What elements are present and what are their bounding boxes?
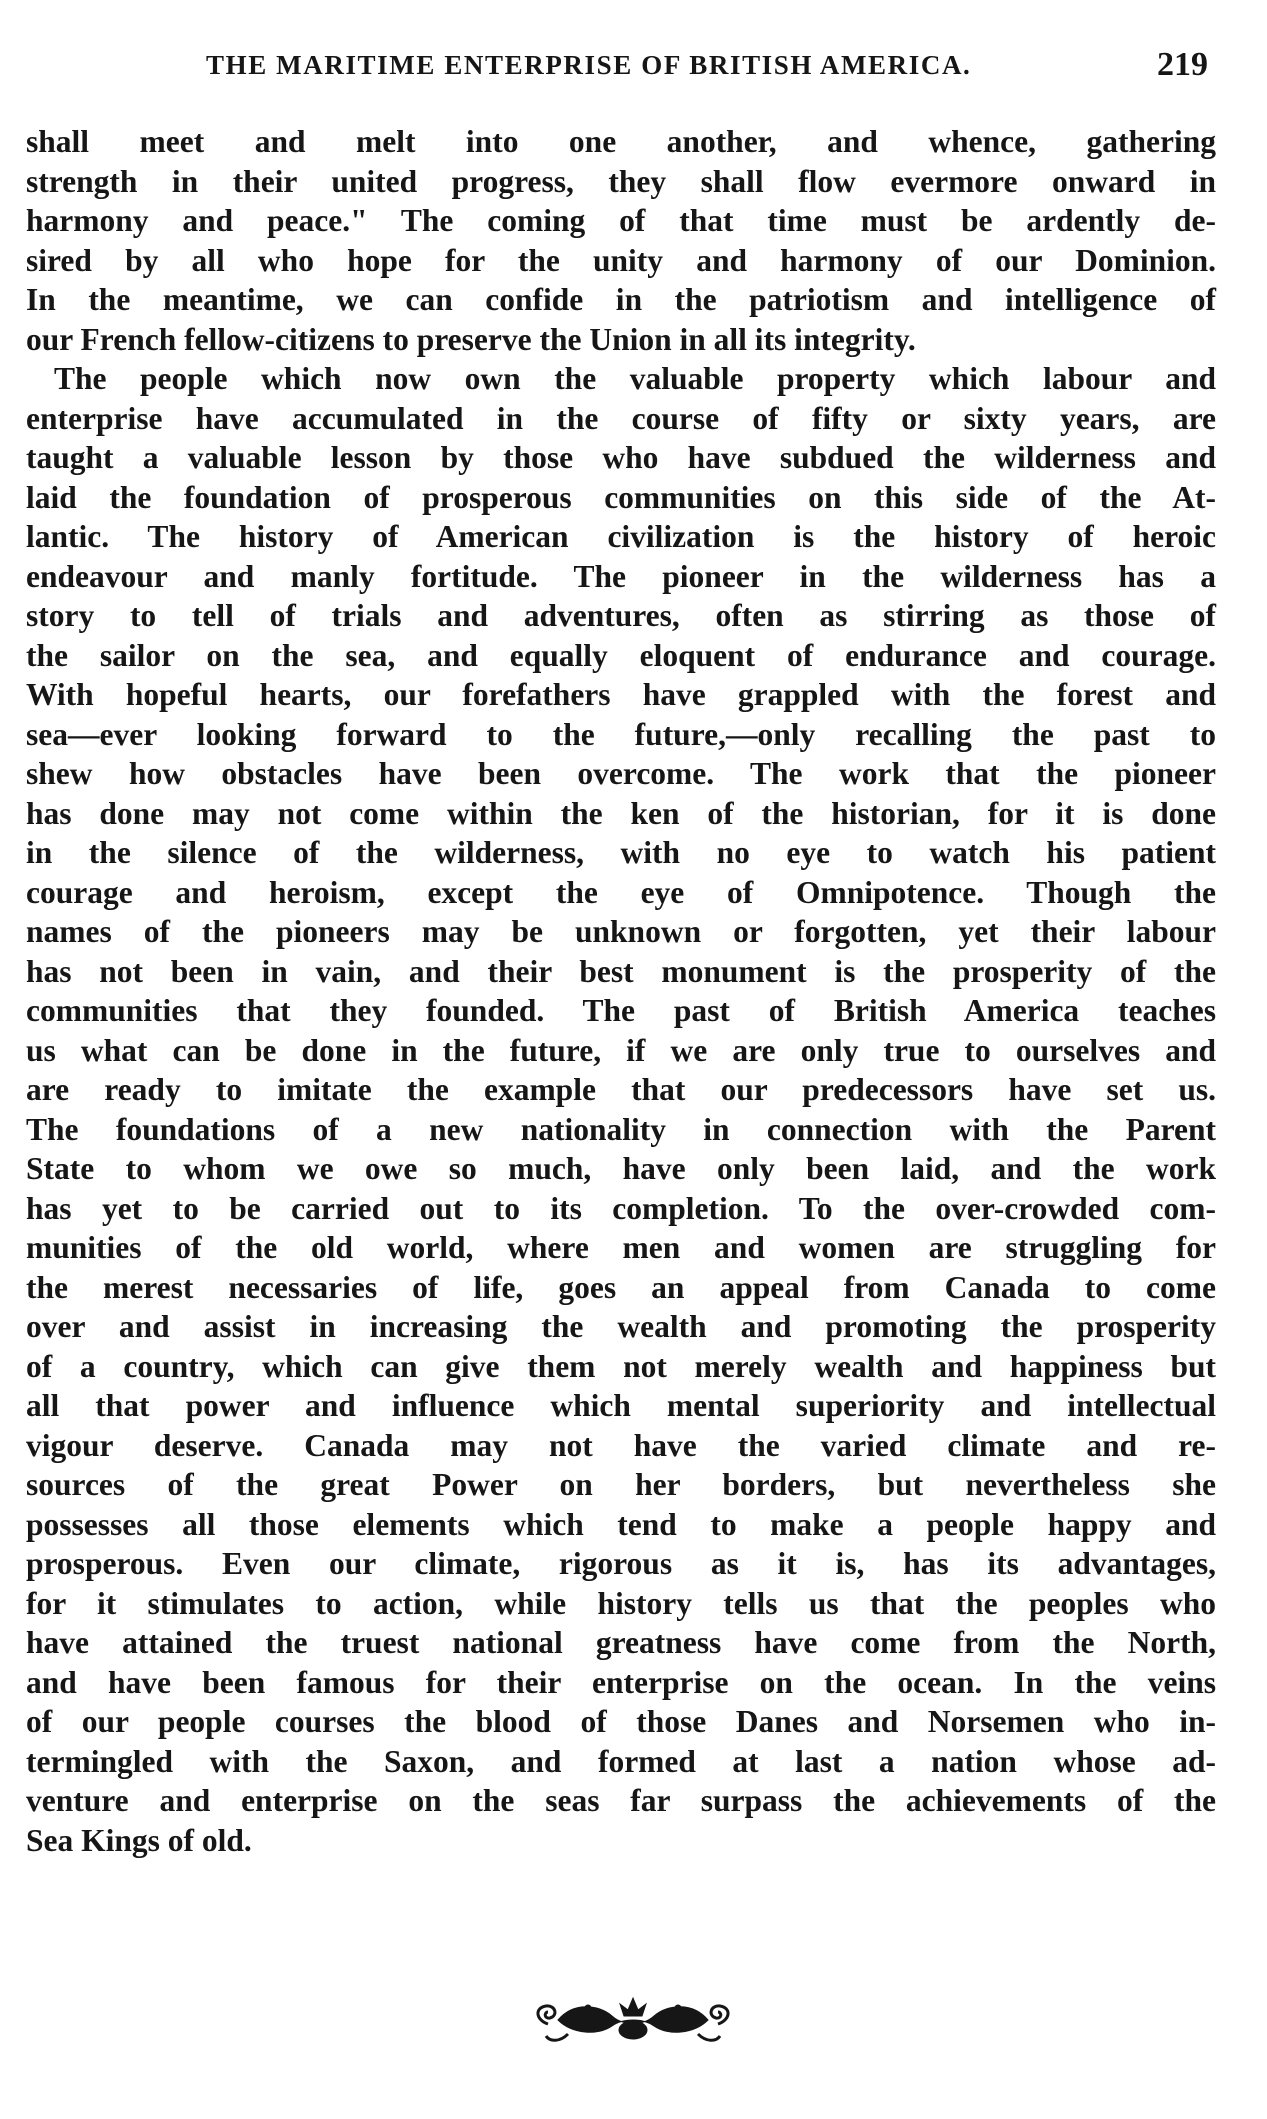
text-line: over and assist in increasing the wealth and promoting the prosperity <box>26 1309 1216 1344</box>
text-line: communities that they founded. The past of British America teaches <box>26 993 1216 1028</box>
text-line: possesses all those elements which tend to make a people happy and <box>26 1506 1216 1542</box>
page-number: 219 <box>1157 46 1208 83</box>
text-line: munities of the old world, where men and women are struggling for <box>26 1230 1216 1265</box>
text-line: shew how obstacles have been overcome. The work that the pioneer <box>26 756 1216 791</box>
text-line: The people which now own the valuable property which labour and <box>54 361 1216 396</box>
text-line: The foundations of a new nationality in connection with the Parent <box>26 1111 1216 1147</box>
text-line: are ready to imitate the example that our predecessors have set us. <box>26 1072 1216 1107</box>
running-title: THE MARITIME ENTERPRISE OF BRITISH AMERICA. <box>206 50 972 80</box>
text-line: the merest necessaries of life, goes an appeal from Canada to come <box>26 1269 1216 1305</box>
text-line: strength in their united progress, they shall flow evermore onward in <box>26 163 1216 199</box>
text-line: prosperous. Even our climate, rigorous as it is, has its advantages, <box>26 1546 1216 1581</box>
text-line: has not been in vain, and their best monument is the prosperity of the <box>26 953 1216 989</box>
text-line: of a country, which can give them not merely wealth and happiness but <box>26 1348 1216 1384</box>
text-line: lantic. The history of American civilization is the history of heroic <box>26 519 1216 554</box>
text-line: venture and enterprise on the seas far surpass the achievements of the <box>26 1783 1216 1818</box>
text-line: shall meet and melt into one another, and whence, gathering <box>26 124 1216 159</box>
printers-ornament-icon <box>528 1990 738 2050</box>
text-line: story to tell of trials and adventures, often as stirring as those of <box>26 598 1216 633</box>
text-line: harmony and peace." The coming of that time must be ardently de- <box>26 203 1216 238</box>
text-line: termingled with the Saxon, and formed at last a nation whose ad- <box>26 1743 1216 1779</box>
text-line: Sea Kings of old. <box>26 1822 252 1858</box>
text-line: has done may not come within the ken of the historian, for it is done <box>26 795 1216 831</box>
text-line: has yet to be carried out to its completion. To the over-crowded com- <box>26 1190 1216 1226</box>
text-line: us what can be done in the future, if we are only true to ourselves and <box>26 1032 1216 1068</box>
text-line: for it stimulates to action, while history tells us that the peoples who <box>26 1585 1216 1621</box>
text-line: State to whom we owe so much, have only been laid, and the work <box>26 1151 1216 1186</box>
text-line: sources of the great Power on her borders, but nevertheless she <box>26 1467 1216 1502</box>
text-line: our French fellow-citizens to preserve the Union in all its integrity. <box>26 321 916 357</box>
text-line: taught a valuable lesson by those who have subdued the wilderness and <box>26 440 1216 475</box>
text-line: courage and heroism, except the eye of Omnipotence. Though the <box>26 874 1216 910</box>
text-line: vigour deserve. Canada may not have the varied climate and re- <box>26 1427 1216 1463</box>
text-line: sea—ever looking forward to the future,—only recalling the past to <box>26 716 1216 752</box>
text-line: sired by all who hope for the unity and harmony of our Dominion. <box>26 242 1216 278</box>
text-line: endeavour and manly fortitude. The pioneer in the wilderness has a <box>26 558 1216 594</box>
text-line: names of the pioneers may be unknown or forgotten, yet their labour <box>26 914 1216 949</box>
text-line: in the silence of the wilderness, with no eye to watch his patient <box>26 835 1216 870</box>
text-line: the sailor on the sea, and equally eloquent of endurance and courage. <box>26 637 1216 673</box>
body-text <box>26 122 1216 1860</box>
text-line: all that power and influence which mental superiority and intellectual <box>26 1388 1216 1423</box>
text-line: of our people courses the blood of those Danes and Norsemen who in- <box>26 1704 1216 1739</box>
text-line: and have been famous for their enterprise on the ocean. In the veins <box>26 1664 1216 1700</box>
text-line: With hopeful hearts, our forefathers have grappled with the forest and <box>26 677 1216 712</box>
running-head <box>26 46 1216 86</box>
text-line: have attained the truest national greatness have come from the North, <box>26 1625 1216 1660</box>
text-line: enterprise have accumulated in the course of fifty or sixty years, are <box>26 400 1216 436</box>
text-line: laid the foundation of prosperous communities on this side of the At- <box>26 479 1216 515</box>
text-line: In the meantime, we can confide in the patriotism and intelligence of <box>26 282 1216 317</box>
